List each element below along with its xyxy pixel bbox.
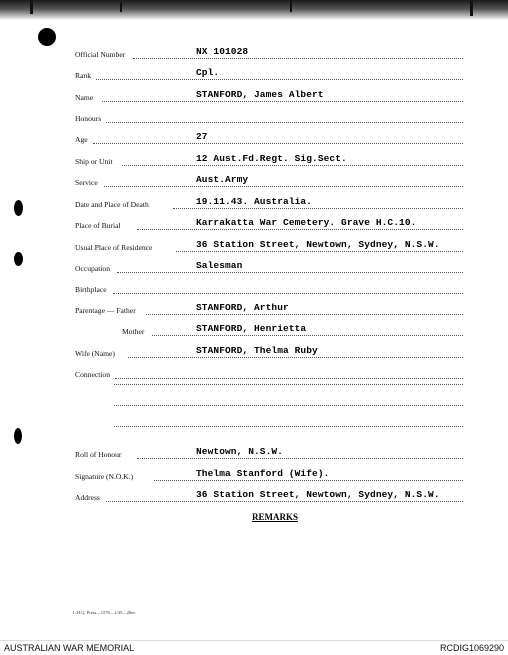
remarks-heading: REMARKS bbox=[252, 512, 299, 522]
field-label: Place of Burial bbox=[75, 221, 121, 230]
dotted-leader bbox=[106, 122, 463, 123]
field-row bbox=[0, 345, 508, 361]
field-row bbox=[0, 302, 508, 318]
dotted-leader bbox=[133, 58, 463, 59]
scan-speck bbox=[30, 0, 33, 14]
field-value: Aust.Army bbox=[196, 174, 249, 185]
dotted-leader bbox=[104, 186, 463, 187]
dotted-leader bbox=[137, 229, 463, 230]
field-row bbox=[0, 489, 508, 505]
field-row bbox=[0, 366, 508, 382]
field-value: 36 Station Street, Newtown, Sydney, N.S.W. bbox=[196, 239, 440, 250]
archive-footer bbox=[0, 640, 508, 655]
field-value: 12 Aust.Fd.Regt. Sig.Sect. bbox=[196, 153, 347, 164]
field-row bbox=[0, 260, 508, 276]
dotted-leader bbox=[102, 101, 463, 102]
dotted-leader bbox=[154, 480, 463, 481]
field-label: Address bbox=[75, 493, 100, 502]
field-value: Salesman bbox=[196, 260, 243, 271]
field-label: Wife (Name) bbox=[75, 349, 115, 358]
printer-imprint: L.H.Q. Press—1576—1/45—20m. bbox=[73, 610, 136, 615]
connection-line bbox=[114, 405, 463, 406]
field-label: Rank bbox=[75, 71, 92, 80]
dotted-leader bbox=[106, 501, 463, 502]
field-value: Thelma Stanford (Wife). bbox=[196, 468, 330, 479]
field-row bbox=[0, 281, 508, 297]
field-row bbox=[0, 131, 508, 147]
field-row bbox=[0, 174, 508, 190]
field-label: Mother bbox=[122, 327, 145, 336]
punch-hole bbox=[38, 28, 56, 46]
field-row bbox=[0, 323, 508, 339]
field-value: 27 bbox=[196, 131, 208, 142]
dotted-leader bbox=[137, 458, 463, 459]
field-row bbox=[0, 468, 508, 484]
field-label: Roll of Honour bbox=[75, 450, 122, 459]
field-row bbox=[0, 153, 508, 169]
field-row bbox=[0, 446, 508, 462]
field-row bbox=[0, 110, 508, 126]
field-value: STANFORD, James Albert bbox=[196, 89, 324, 100]
field-label: Signature (N.O.K.) bbox=[75, 472, 134, 481]
scan-speck bbox=[290, 0, 292, 12]
field-label: Parentage — Father bbox=[75, 306, 136, 315]
footer-institution: AUSTRALIAN WAR MEMORIAL bbox=[4, 643, 135, 653]
field-label: Date and Place of Death bbox=[75, 200, 149, 209]
field-row bbox=[0, 67, 508, 83]
dotted-leader bbox=[122, 165, 463, 166]
dotted-leader bbox=[117, 272, 463, 273]
dotted-leader bbox=[113, 293, 463, 294]
field-value: 36 Station Street, Newtown, Sydney, N.S.W. bbox=[196, 489, 440, 500]
dotted-leader bbox=[176, 251, 463, 252]
dotted-leader bbox=[115, 378, 463, 379]
field-row bbox=[0, 89, 508, 105]
field-row bbox=[0, 196, 508, 212]
field-value: STANFORD, Arthur bbox=[196, 302, 289, 313]
punch-hole bbox=[14, 428, 22, 444]
field-row bbox=[0, 239, 508, 255]
connection-line bbox=[114, 384, 463, 385]
field-value: Cpl. bbox=[196, 67, 220, 78]
field-row bbox=[0, 46, 508, 62]
dotted-leader bbox=[96, 79, 463, 80]
dotted-leader bbox=[173, 208, 463, 209]
field-label: Name bbox=[75, 93, 94, 102]
field-label: Service bbox=[75, 178, 98, 187]
scan-border-top bbox=[0, 0, 508, 20]
dotted-leader bbox=[128, 357, 463, 358]
field-row bbox=[0, 217, 508, 233]
dotted-leader bbox=[146, 314, 463, 315]
field-label: Official Number bbox=[75, 50, 126, 59]
field-value: STANFORD, Thelma Ruby bbox=[196, 345, 318, 356]
field-value: STANFORD, Henrietta bbox=[196, 323, 307, 334]
field-value: Karrakatta War Cemetery. Grave H.C.10. bbox=[196, 217, 417, 228]
footer-record-id: RCDIG1069290 bbox=[439, 643, 504, 653]
field-label: Honours bbox=[75, 114, 102, 123]
field-label: Connection bbox=[75, 370, 111, 379]
field-label: Birthplace bbox=[75, 285, 107, 294]
scan-speck bbox=[470, 1, 473, 16]
connection-line bbox=[114, 426, 463, 427]
field-label: Age bbox=[75, 135, 88, 144]
field-value: NX 101028 bbox=[196, 46, 249, 57]
field-value: Newtown, N.S.W. bbox=[196, 446, 284, 457]
field-value: 19.11.43. Australia. bbox=[196, 196, 313, 207]
dotted-leader bbox=[93, 143, 463, 144]
field-label: Usual Place of Residence bbox=[75, 243, 153, 252]
dotted-leader bbox=[152, 335, 463, 336]
field-label: Occupation bbox=[75, 264, 111, 273]
scan-speck bbox=[120, 2, 122, 12]
field-label: Ship or Unit bbox=[75, 157, 113, 166]
